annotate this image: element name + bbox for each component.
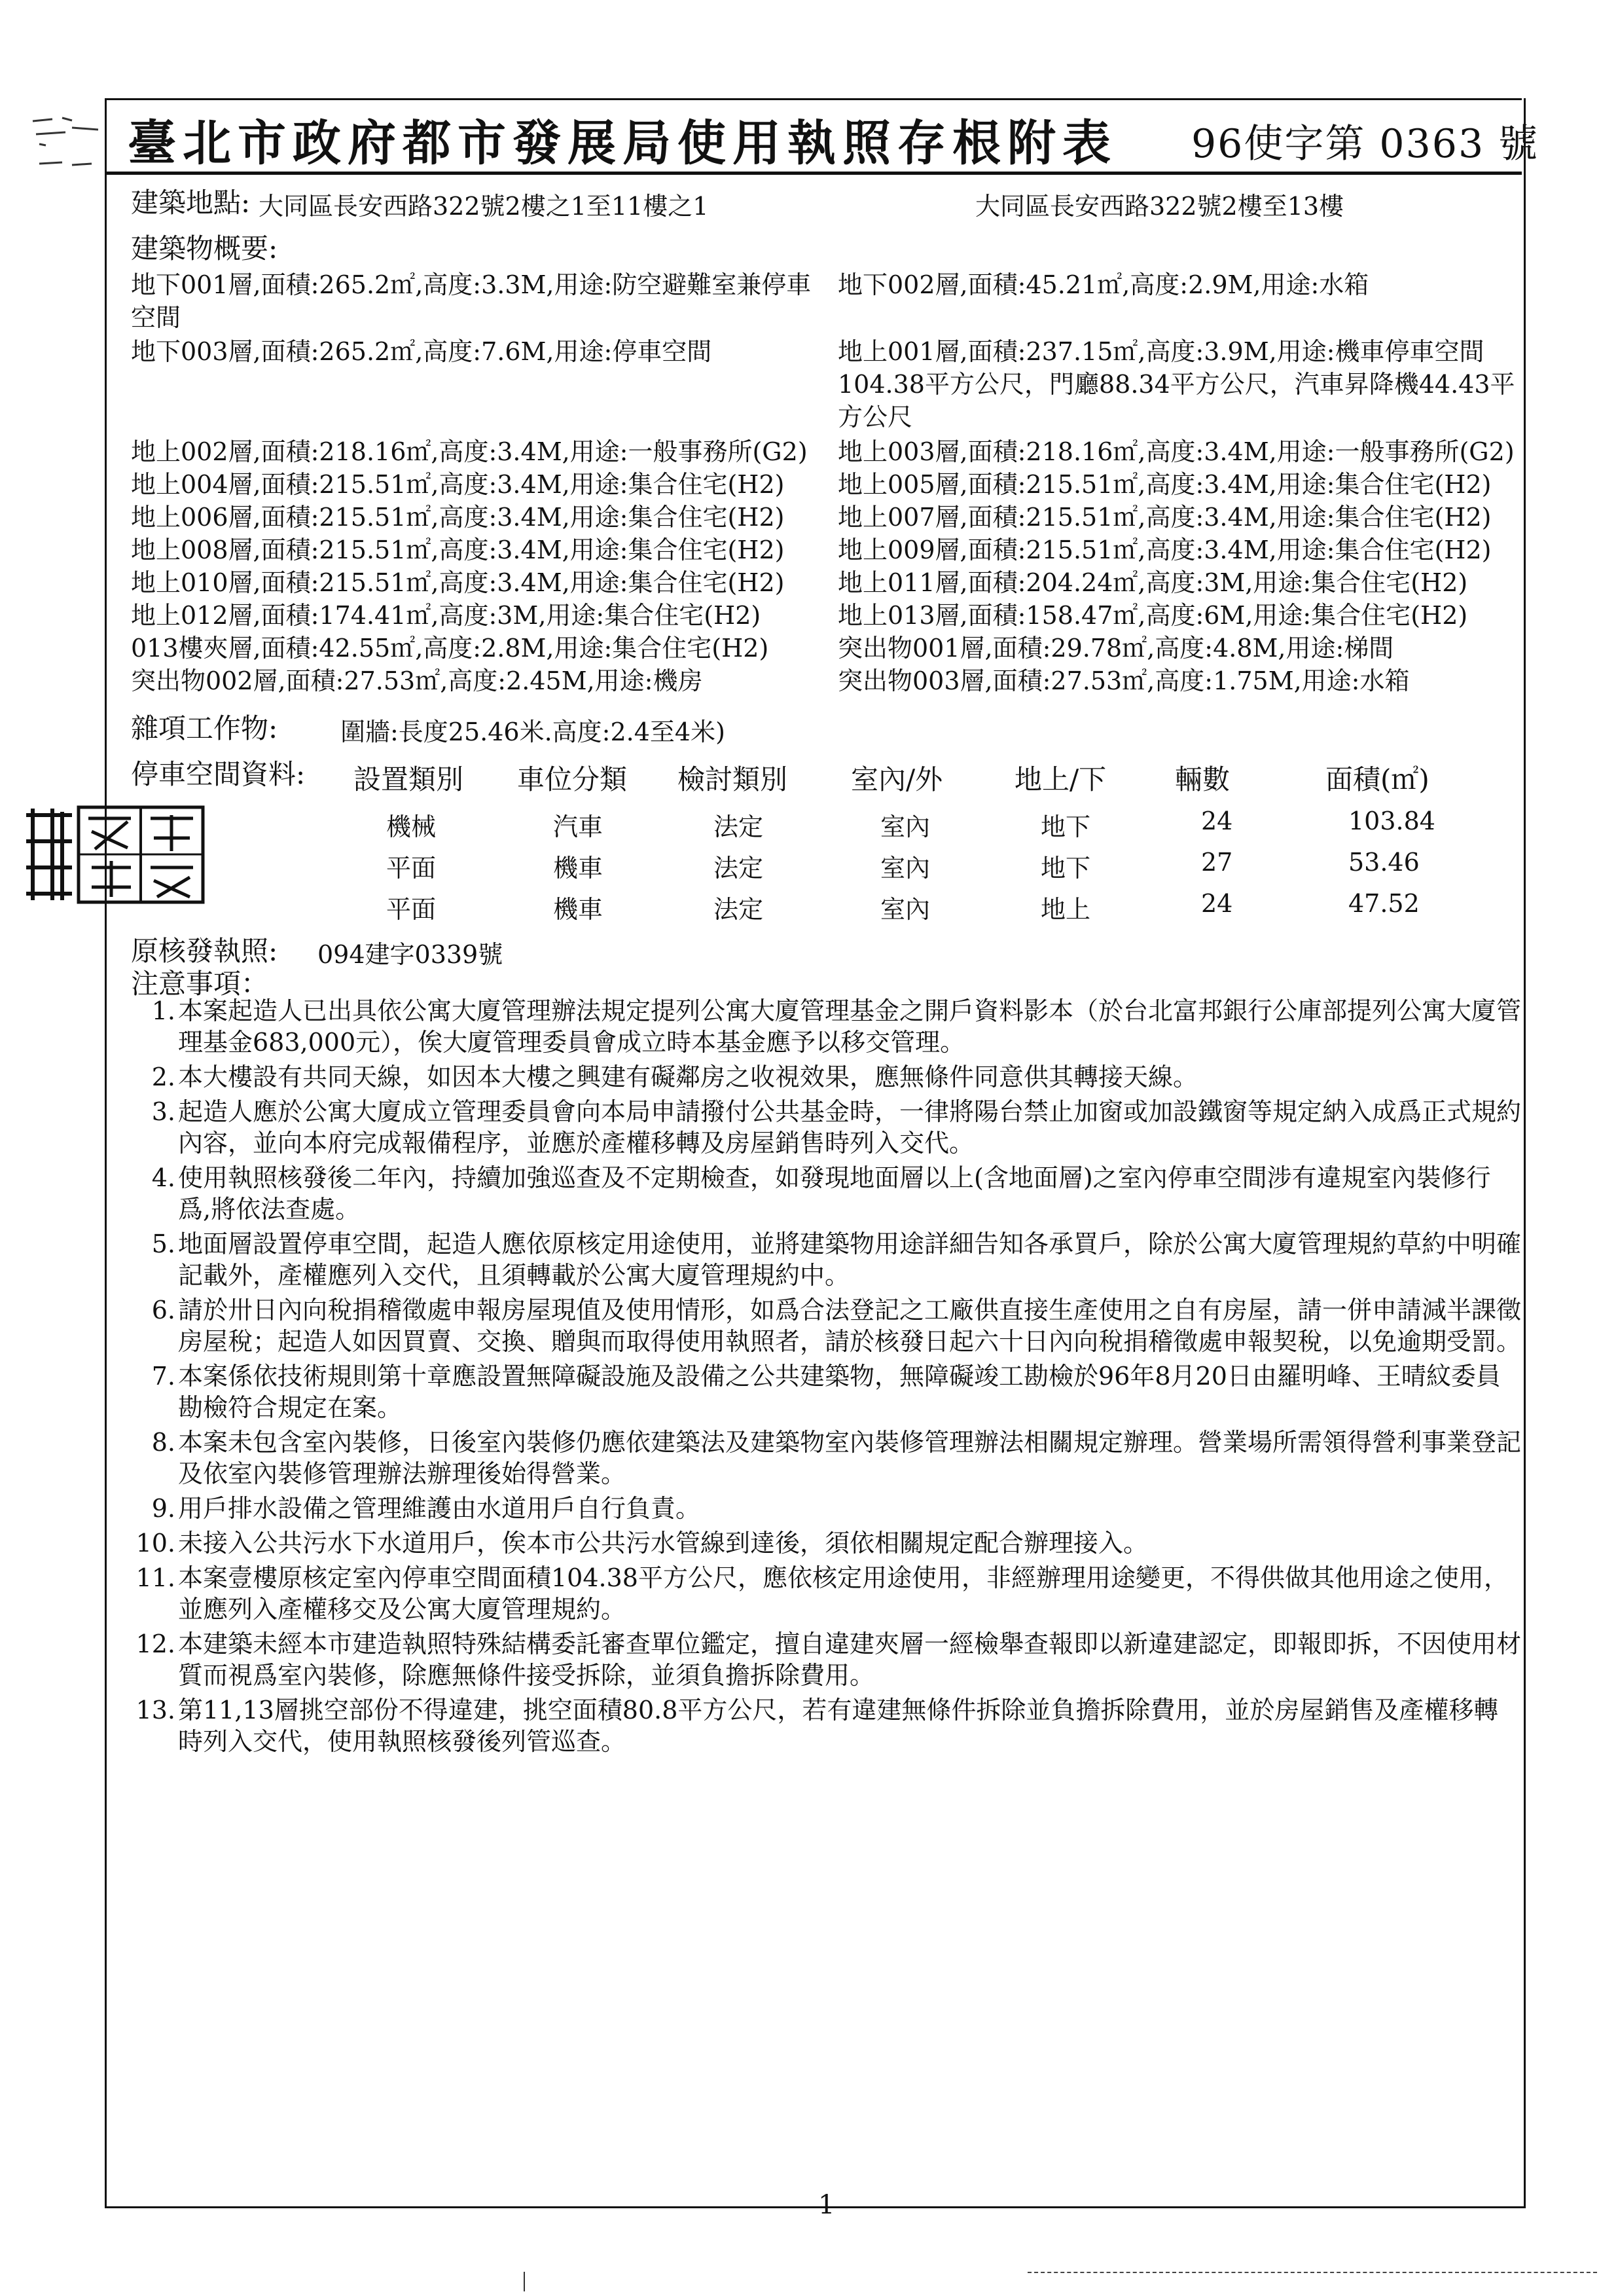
original-permit-value: 094建字0339號 (317, 940, 503, 969)
parking-cell: 機車 (553, 895, 603, 924)
scan-mark (524, 2272, 525, 2291)
parking-cell: 24 (1201, 889, 1233, 918)
note-text: 本大樓設有共同天線，如因本大樓之興建有礙鄰房之收視效果，應無條件同意供其轉接天線。 (178, 1063, 1198, 1091)
note-number: 2. (151, 1063, 175, 1091)
note-text: 本案未包含室內裝修，日後室內裝修仍應依建築法及建築物室內裝修管理辦法相關規定辦理。營業場所需領得營利事業登記及依室內裝修管理辦法辦理後始得營業。 (178, 1428, 1522, 1488)
parking-cell: 地下 (1041, 812, 1091, 841)
parking-header: 面積(㎡) (1325, 763, 1429, 795)
note-number: 12. (135, 1630, 175, 1658)
overview-right-row: 突出物001層,面積:29.78㎡,高度:4.8M,用途:梯間 (838, 634, 1394, 663)
parking-cell: 室內 (880, 812, 931, 841)
overview-right-row: 地上001層,面積:237.15㎡,高度:3.9M,用途:機車停車空間104.38平方公尺，門廳88.34平方公尺，汽車昇降機44.43平方公尺 (838, 337, 1515, 431)
page-title: 臺北市政府都市發展局使用執照存根附表 (128, 115, 1117, 172)
address-label: 建築地點: (131, 187, 251, 219)
parking-cell: 24 (1201, 807, 1233, 835)
parking-cell: 47.52 (1348, 889, 1420, 918)
note-number: 7. (151, 1362, 175, 1391)
note-text: 未接入公共污水下水道用戶，俟本市公共污水管線到達後，須依相關規定配合辦理接入。 (178, 1529, 1149, 1558)
note-item (131, 1294, 1522, 1357)
misc-value: 圍牆:長度25.46米.高度:2.4至4米) (340, 718, 725, 746)
note-number: 1. (151, 996, 175, 1025)
overview-left-row: 地上002層,面積:218.16㎡,高度:3.4M,用途:一般事務所(G2) (131, 437, 808, 466)
note-number: 10. (135, 1529, 175, 1558)
parking-header: 輛數 (1175, 763, 1231, 795)
notes-list (131, 995, 1522, 1760)
parking-cell: 汽車 (553, 812, 603, 841)
note-item (131, 1162, 1522, 1225)
parking-header: 室內/外 (851, 763, 943, 795)
parking-cell: 地下 (1041, 854, 1091, 883)
note-item (131, 1628, 1522, 1691)
address-left: 大同區長安西路322號2樓之1至11樓之1 (259, 192, 709, 221)
overview-right-row: 地上011層,面積:204.24㎡,高度:3M,用途:集合住宅(H2) (838, 568, 1468, 597)
note-item (131, 1694, 1522, 1757)
note-number: 13. (135, 1696, 175, 1724)
parking-cell: 機械 (386, 812, 437, 841)
parking-cell: 地上 (1041, 895, 1091, 924)
parking-label: 停車空間資料: (131, 758, 306, 790)
overview-right-row: 地上009層,面積:215.51㎡,高度:3.4M,用途:集合住宅(H2) (838, 536, 1492, 564)
parking-cell: 法定 (713, 895, 764, 924)
note-number: 4. (151, 1163, 175, 1192)
note-text: 第11,13層挑空部份不得違建，挑空面積80.8平方公尺，若有違建無條件拆除並負擔拆除費用，並於房屋銷售及產權移轉時列入交代，使用執照核發後列管巡查。 (178, 1696, 1499, 1756)
parking-cell: 103.84 (1348, 807, 1435, 835)
overview-left-row: 013樓夾層,面積:42.55㎡,高度:2.8M,用途:集合住宅(H2) (131, 634, 769, 663)
parking-cell: 室內 (880, 854, 931, 883)
note-number: 3. (151, 1097, 175, 1126)
parking-cell: 27 (1201, 848, 1233, 877)
overview-left-row: 地上010層,面積:215.51㎡,高度:3.4M,用途:集合住宅(H2) (131, 568, 785, 597)
overview-label: 建築物概要: (131, 232, 278, 264)
note-item (131, 1061, 1522, 1093)
parking-cell: 室內 (880, 895, 931, 924)
address-right: 大同區長安西路322號2樓至13樓 (975, 192, 1344, 221)
overview-right-row: 地上005層,面積:215.51㎡,高度:3.4M,用途:集合住宅(H2) (838, 470, 1492, 499)
note-text: 使用執照核發後二年內，持續加強巡查及不定期檢查，如發現地面層以上(含地面層)之室內停車空間涉有違規室內裝修行爲,將依法查處。 (178, 1163, 1491, 1224)
note-item (131, 1427, 1522, 1489)
note-number: 9. (151, 1494, 175, 1523)
parking-cell: 法定 (713, 854, 764, 883)
note-text: 本案起造人已出具依公寓大廈管理辦法規定提列公寓大廈管理基金之開戶資料影本（於台北富邦銀行公庫部提列公寓大廈管理基金683,000元），俟大廈管理委員會成立時本基金應予以移交管理。 (178, 996, 1522, 1057)
parking-header: 檢討類別 (677, 763, 788, 795)
note-text: 用戶排水設備之管理維護由水道用戶自行負責。 (178, 1494, 701, 1523)
overview-right-row: 突出物003層,面積:27.53㎡,高度:1.75M,用途:水箱 (838, 666, 1410, 695)
note-item (131, 1527, 1522, 1559)
notes-label: 注意事項： (131, 968, 269, 1000)
note-item (131, 1562, 1522, 1625)
overview-right-row: 地下002層,面積:45.21㎡,高度:2.9M,用途:水箱 (838, 270, 1369, 299)
permit-number: 96使字第 0363 號 (1191, 121, 1539, 167)
overview-left-row: 地下001層,面積:265.2㎡,高度:3.3M,用途:防空避難室兼停車空間 (131, 270, 812, 332)
note-text: 本案壹樓原核定室內停車空間面積104.38平方公尺，應依核定用途使用，非經辦理用途變更，不得供做其他用途之使用，並應列入產權移交及公寓大廈管理規約。 (178, 1563, 1509, 1624)
note-text: 請於卅日內向稅捐稽徵處申報房屋現值及使用情形，如爲合法登記之工廠供直接生產使用之自有房屋，請一併申請減半課徵房屋稅；起造人如因買賣、交換、贈與而取得使用執照者，請於核發日起六十日內向稅捐稽徵處申報契稅，以免逾期受罰。 (178, 1296, 1522, 1356)
note-number: 8. (151, 1428, 175, 1457)
parking-cell: 法定 (713, 812, 764, 841)
note-text: 本案係依技術規則第十章應設置無障礙設施及設備之公共建築物，無障礙竣工勘檢於96年8月20日由羅明峰、王晴紋委員勘檢符合規定在案。 (178, 1362, 1501, 1422)
note-item (131, 1096, 1522, 1159)
note-text: 起造人應於公寓大廈成立管理委員會向本局申請撥付公共基金時，一律將陽台禁止加窗或加設鐵窗等規定納入成爲正式規約內容，並向本府完成報備程序，並應於產權移轉及房屋銷售時列入交代。 (178, 1097, 1522, 1157)
overview-right-row: 地上003層,面積:218.16㎡,高度:3.4M,用途:一般事務所(G2) (838, 437, 1515, 466)
margin-marks (26, 105, 105, 177)
note-number: 6. (151, 1296, 175, 1324)
note-text: 本建築未經本市建造執照特殊結構委託審查單位鑑定，擅自違建夾層一經檢舉查報即以新違建認定，即報即拆，不因使用材質而視爲室內裝修，除應無條件接受拆除，並須負擔拆除費用。 (178, 1630, 1522, 1690)
seal-stamp-image (20, 802, 209, 907)
parking-cell: 53.46 (1348, 848, 1420, 877)
parking-header: 地上/下 (1015, 763, 1107, 795)
note-text: 地面層設置停車空間，起造人應依原核定用途使用，並將建築物用途詳細告知各承買戶，除於公寓大廈管理規約草約中明確記載外，產權應列入交代，且須轉載於公寓大廈管理規約中。 (178, 1230, 1522, 1290)
scan-dashed-line (1028, 2272, 1597, 2273)
overview-left-row: 地上004層,面積:215.51㎡,高度:3.4M,用途:集合住宅(H2) (131, 470, 785, 499)
note-item (131, 1228, 1522, 1291)
page-number: 1 (818, 2190, 835, 2220)
parking-cell: 機車 (553, 854, 603, 883)
overview-left-row: 地上006層,面積:215.51㎡,高度:3.4M,用途:集合住宅(H2) (131, 503, 785, 532)
note-item (131, 995, 1522, 1058)
overview-left-row: 突出物002層,面積:27.53㎡,高度:2.45M,用途:機房 (131, 666, 703, 695)
parking-header: 車位分類 (517, 763, 628, 795)
parking-header: 設置類別 (353, 763, 464, 795)
overview-left-row: 地上008層,面積:215.51㎡,高度:3.4M,用途:集合住宅(H2) (131, 536, 785, 564)
note-number: 11. (135, 1563, 175, 1592)
parking-cell: 平面 (386, 895, 437, 924)
note-number: 5. (151, 1230, 175, 1258)
overview-right-row: 地上007層,面積:215.51㎡,高度:3.4M,用途:集合住宅(H2) (838, 503, 1492, 532)
original-permit-label: 原核發執照: (131, 935, 278, 967)
note-item (131, 1493, 1522, 1524)
misc-label: 雜項工作物: (131, 712, 278, 744)
parking-cell: 平面 (386, 854, 437, 883)
overview-left-row: 地下003層,面積:265.2㎡,高度:7.6M,用途:停車空間 (131, 337, 712, 366)
note-item (131, 1360, 1522, 1423)
overview-left-row: 地上012層,面積:174.41㎡,高度:3M,用途:集合住宅(H2) (131, 601, 761, 630)
overview-right-row: 地上013層,面積:158.47㎡,高度:6M,用途:集合住宅(H2) (838, 601, 1468, 630)
